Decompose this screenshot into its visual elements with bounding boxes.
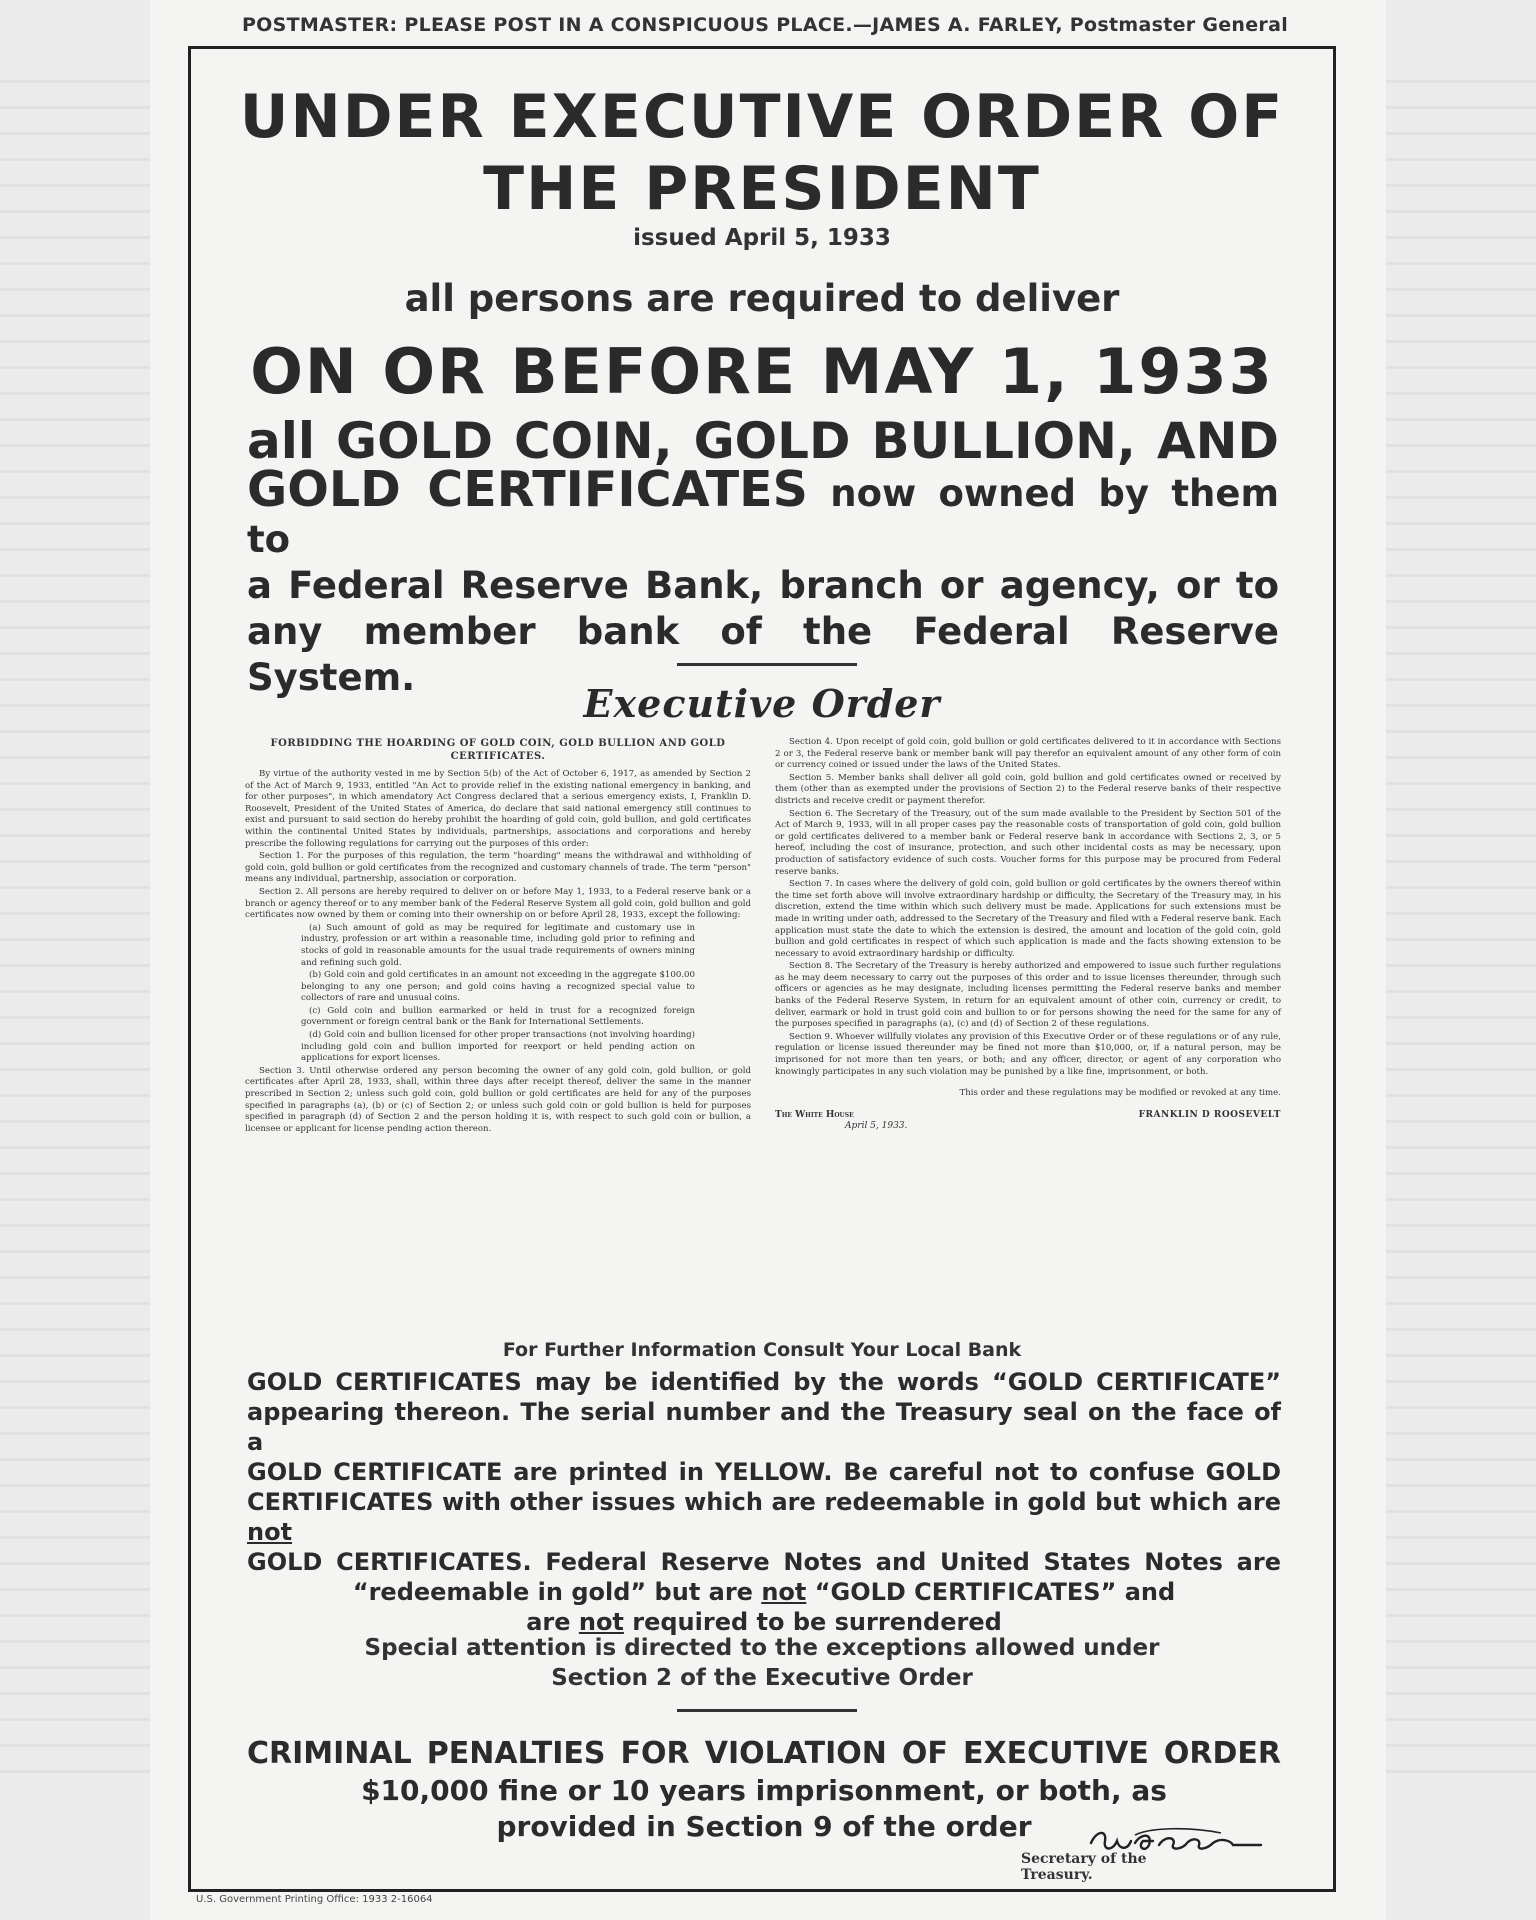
notice-text: required to be surrendered <box>632 1608 1002 1636</box>
deadline: ON OR BEFORE MAY 1, 1933 <box>250 335 1274 408</box>
president-signature: FRANKLIN D ROOSEVELT <box>1138 1109 1281 1120</box>
order-exception: (c) Gold coin and bullion earmarked or held in trust for a recognized foreign government or foreign central bank or the Bank for International Settlements. <box>301 1005 695 1028</box>
order-paragraph: Section 8. The Secretary of the Treasury is hereby authorized and empowered to issue such further regulations as he may deem necessary to carry out the purposes of this order and to issue licenses thereunder, through such officers or agencies as he may designate, including licenses permitting the Federal reserve banks and member banks of the Federal Reserve System, in return for an equivalent amount of other coin, currency or credit, to deliver, earmark or hold in trust gold coin and bullion to or for persons showing the need for the same for any of the purposes specified in paragraphs (a), (c) and (d) of Section 2 of these regulations. <box>775 961 1281 1030</box>
order-heading: FORBIDDING THE HOARDING OF GOLD COIN, GOLD BULLION AND GOLD CERTIFICATES. <box>270 738 726 762</box>
white-house-dateline <box>775 1110 907 1133</box>
order-exception: (a) Such amount of gold as may be required for legitimate and customary use in industry, profession or art within a reasonable time, including gold prior to refining and stocks of gold in reasonable amounts for the usual trade requirements of owners mining and refining such gold. <box>301 922 695 968</box>
gold-delivery-statement <box>247 412 1279 701</box>
notice-text: are <box>526 1608 571 1636</box>
special-line-1: Special attention is directed to the exceptions allowed under <box>364 1635 1160 1661</box>
title-line-1: UNDER EXECUTIVE ORDER OF <box>239 82 1285 152</box>
notice-text: CERTIFICATES with other issues which are redeemable in gold but which are <box>247 1488 1281 1516</box>
order-paragraph: Section 4. Upon receipt of gold coin, gold bullion or gold certificates delivered to it in accordance with Sections 2 or 3, the Federal reserve bank or member bank will pay therefor an equivalent amount of any other form of coin or currency coined or issued under the laws of the United States. <box>775 737 1281 771</box>
special-line-2: Section 2 of the Executive Order <box>551 1665 973 1691</box>
revoke-note: This order and these regulations may be modified or revoked at any time. <box>959 1088 1281 1099</box>
notice-line <box>247 1487 1281 1547</box>
order-paragraph: By virtue of the authority vested in me by Section 5(b) of the Act of October 6, 1917, as amended by Section 2 of the Act of March 9, 1933, entitled "An Act to provide relief in the existing national emergency in banking, and for other purposes", in which amendatory Act Congress declared that a serious emergency exists, I, Franklin D. Roosevelt, President of the United States of America, do declare that said national emergency still continues to exist and pursuant to said section do hereby prohibit the hoarding of gold coin, gold bullion, and gold certificates within the continental United States by individuals, partnerships, associations and corporations and hereby prescribe the following regulations for carrying out the purposes of this order: <box>245 769 751 849</box>
penalties-line-2: provided in Section 9 of the order <box>496 1810 1032 1843</box>
gold-line-1: all GOLD COIN, GOLD BULLION, AND <box>247 412 1279 470</box>
title-line-2: THE PRESIDENT <box>483 154 1041 224</box>
penalties-line-1: $10,000 fine or 10 years imprisonment, or both, as <box>361 1774 1167 1807</box>
bleed-through-right <box>1386 80 1536 1780</box>
divider-rule <box>677 1709 857 1712</box>
issued-date: issued April 5, 1933 <box>633 225 891 251</box>
order-date: April 5, 1933. <box>845 1121 908 1132</box>
executive-order-text <box>245 737 1281 1377</box>
postmaster-notice: POSTMASTER: PLEASE POST IN A CONSPICUOUS PLACE.—JAMES A. FARLEY, Postmaster General <box>241 14 1289 36</box>
gold-certificates-emphasis: GOLD CERTIFICATES <box>247 461 808 518</box>
notice-term: GOLD CERTIFICATES <box>247 1368 522 1396</box>
order-paragraph: Section 7. In cases where the delivery of gold coin, gold bullion or gold certificates by the owners thereof within the time set forth above will involve extraordinary hardship or difficulty, the Secretary of the Treasury may, in his discretion, extend the time within which such delivery must be made. Applications for such extensions must be made in writing under oath, addressed to the Secretary of the Treasury and filed with a Federal reserve bank. Each application must state the date to which the extension is desired, the amount and location of the gold coin, gold bullion and gold certificates in respect of which such application is made and the facts showing extension to be necessary to avoid extraordinary hardship or difficulty. <box>775 879 1281 959</box>
secretary-title: Secretary of the Treasury. <box>1021 1851 1147 1883</box>
order-paragraph: Section 3. Until otherwise ordered any person becoming the owner of any gold coin, gold bullion, or gold certificates after April 28, 1933, shall, within three days after receipt thereof, deliver the same in the manner prescribed in Section 2; unless such gold coin, gold bullion or gold certificates are held for any of the purposes specified in paragraphs (a), (b) or (c) of Section 2; or unless such gold coin or gold bullion is held for purposes specified in paragraph (d) of Section 2 and the person holding it is, with respect to such gold coin or bullion, a licensee or applicant for license pending action thereon. <box>245 1065 751 1134</box>
notice-line: GOLD CERTIFICATES. Federal Reserve Notes and United States Notes are <box>247 1548 1281 1576</box>
bleed-through-left <box>0 80 150 1780</box>
divider-rule <box>677 663 857 666</box>
special-attention <box>191 1633 1333 1693</box>
gold-certificate-notice <box>247 1367 1281 1637</box>
order-exception: (d) Gold coin and bullion licensed for other proper transactions (not involving hoarding) including gold coin and bullion imported for reexport or held pending action on applications for export licenses. <box>301 1030 695 1064</box>
order-paragraph: Section 1. For the purposes of this regulation, the term "hoarding" means the withdrawal and withholding of gold coin, gold bullion or gold certificates from the recognized and customary channels of trade. The term "person" means any individual, partnership, association or corporation. <box>245 851 751 885</box>
required-line: all persons are required to deliver <box>404 277 1120 320</box>
notice-line <box>247 1577 1281 1607</box>
order-exception: (b) Gold coin and gold certificates in an amount not exceeding in the aggregate $100.00 belonging to any one person; and gold coins having a recognized special value to collectors of rare and unusual coins. <box>301 970 695 1004</box>
gold-line-3: a Federal Reserve Bank, branch or agency, or to <box>247 564 1279 607</box>
order-paragraph: Section 2. All persons are hereby required to deliver on or before May 1, 1933, to a Federal reserve bank or a branch or agency thereof or to any member bank of the Federal Reserve System all gold coin, gold bullion and gold certificates now owned by them or coming into their ownership on or before April 28, 1933, except the following: <box>245 886 751 921</box>
order-column-right <box>775 737 1281 1377</box>
order-paragraph: Section 9. Whoever willfully violates any provision of this Executive Order or of these regulations or of any rule, regulation or license issued thereunder may be fined not more than $10,000, or, if a natural person, may be imprisoned for not more than ten years, or both; and any officer, director, or agent of any corporation who knowingly participates in any such violation may be punished by a like fine, imprisonment, or both. <box>775 1031 1281 1077</box>
notice-line: appearing thereon. The serial number and the Treasury seal on the face of a <box>247 1398 1281 1456</box>
order-paragraph: Section 5. Member banks shall deliver all gold coin, gold bullion and gold certificates owned or received by them (other than as exempted under the provisions of Section 2) to the Federal reserve banks of their respective districts and receive credit or payment therefor. <box>775 772 1281 806</box>
gold-line-2 <box>247 461 1279 563</box>
notice-line: GOLD CERTIFICATE are printed in YELLOW. Be careful not to confuse GOLD <box>247 1458 1281 1486</box>
order-column-left <box>245 737 751 1377</box>
gold-line-2-rest: now owned by them to <box>247 472 1279 561</box>
order-paragraph: Section 6. The Secretary of the Treasury, out of the sum made available to the President by Section 501 of the Act of March 9, 1933, will in all proper cases pay the reasonable costs of transportation of gold coin, gold bullion or gold certificates delivered to a member bank or Federal reserve bank in accordance with Sections 2, 3, or 5 hereof, including the cost of insurance, protection, and such other incidental costs as may be necessary, upon production of satisfactory evidence of such costs. Voucher forms for this purpose may be procured from Federal reserve banks. <box>775 808 1281 877</box>
notice-line <box>247 1367 1281 1397</box>
notice-text: may be identified by the words “GOLD CERTIFICATE” <box>534 1368 1281 1396</box>
notice-emphasis: not <box>247 1518 293 1546</box>
poster-title <box>191 81 1333 225</box>
order-signature-block <box>775 1110 1281 1133</box>
gold-line-4: any member bank of the Federal Reserve System. <box>247 610 1279 699</box>
printer-line: U.S. Government Printing Office: 1933 2-16064 <box>196 1894 433 1905</box>
notice-emphasis: not <box>578 1608 624 1636</box>
penalties-heading: CRIMINAL PENALTIES FOR VIOLATION OF EXECUTIVE ORDER <box>247 1736 1281 1771</box>
poster-frame <box>188 46 1336 1892</box>
executive-order-title: Executive Order <box>583 681 941 726</box>
notice-emphasis: not <box>761 1578 807 1606</box>
notice-text: “redeemable in gold” but are <box>352 1578 753 1606</box>
further-info: For Further Information Consult Your Local Bank <box>502 1339 1022 1361</box>
white-house: The White House <box>775 1109 854 1120</box>
notice-text: “GOLD CERTIFICATES” and <box>814 1578 1176 1606</box>
